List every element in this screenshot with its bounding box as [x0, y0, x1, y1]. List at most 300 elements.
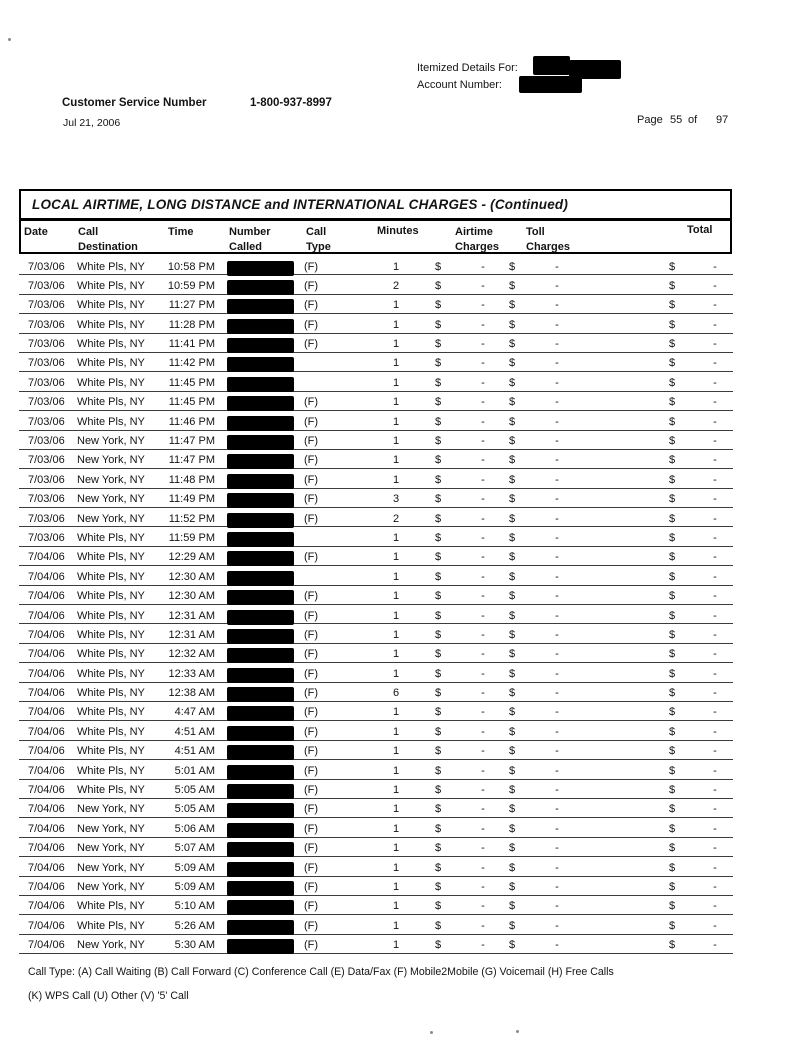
redacted-number-called — [227, 765, 294, 780]
redacted-number-called — [227, 435, 294, 450]
row-date: 7/03/06 — [28, 473, 65, 486]
row-toll-currency: $ — [509, 609, 516, 622]
row-date: 7/04/06 — [28, 919, 65, 932]
row-date: 7/03/06 — [28, 435, 65, 448]
table-row — [19, 915, 733, 934]
row-airtime-amount: - — [481, 648, 485, 661]
row-toll-currency: $ — [509, 338, 516, 351]
row-call-type: (F) — [304, 803, 319, 816]
row-destination: White Pls, NY — [77, 609, 145, 622]
redacted-number-called — [227, 687, 294, 702]
row-airtime-amount: - — [481, 687, 485, 700]
table-row — [19, 275, 733, 294]
redacted-number-called — [227, 571, 294, 586]
itemized-details-label: Itemized Details For: — [417, 62, 518, 74]
row-airtime-currency: $ — [435, 648, 442, 661]
row-destination: New York, NY — [77, 939, 145, 952]
row-destination: White Pls, NY — [77, 570, 145, 583]
row-toll-currency: $ — [509, 590, 516, 603]
row-time: 12:31 AM — [168, 628, 215, 641]
charges-table-body — [19, 256, 733, 954]
row-toll-amount: - — [555, 861, 559, 874]
redacted-number-called — [227, 939, 294, 954]
redacted-number-called — [227, 416, 294, 431]
row-airtime-amount: - — [481, 376, 485, 389]
account-number-label: Account Number: — [417, 79, 502, 91]
table-row — [19, 508, 733, 527]
row-destination: New York, NY — [77, 473, 145, 486]
table-row — [19, 857, 733, 876]
row-total-amount: - — [713, 609, 717, 622]
row-airtime-currency: $ — [435, 609, 442, 622]
row-date: 7/03/06 — [28, 338, 65, 351]
row-date: 7/04/06 — [28, 725, 65, 738]
row-total-currency: $ — [669, 842, 676, 855]
row-airtime-currency: $ — [435, 784, 442, 797]
row-time: 11:59 PM — [168, 531, 215, 544]
row-airtime-currency: $ — [435, 493, 442, 506]
table-row — [19, 586, 733, 605]
row-minutes: 1 — [392, 318, 400, 331]
row-toll-amount: - — [555, 803, 559, 816]
table-row — [19, 818, 733, 837]
row-total-currency: $ — [669, 919, 676, 932]
statement-date: Jul 21, 2006 — [63, 117, 121, 129]
redacted-number-called — [227, 900, 294, 915]
row-date: 7/03/06 — [28, 531, 65, 544]
row-toll-currency: $ — [509, 842, 516, 855]
row-total-currency: $ — [669, 648, 676, 661]
col-header-type: Type — [306, 241, 331, 253]
row-total-currency: $ — [669, 609, 676, 622]
row-airtime-currency: $ — [435, 338, 442, 351]
row-airtime-currency: $ — [435, 357, 442, 370]
row-time: 5:01 AM — [174, 764, 215, 777]
row-time: 5:06 AM — [174, 822, 215, 835]
row-minutes: 1 — [392, 861, 400, 874]
row-minutes: 1 — [392, 357, 400, 370]
redacted-number-called — [227, 629, 294, 644]
row-total-amount: - — [713, 939, 717, 952]
row-destination: New York, NY — [77, 512, 145, 525]
row-total-currency: $ — [669, 590, 676, 603]
row-time: 12:38 AM — [168, 687, 215, 700]
row-total-amount: - — [713, 279, 717, 292]
row-time: 11:47 PM — [168, 435, 215, 448]
row-minutes: 1 — [392, 628, 400, 641]
row-minutes: 1 — [392, 454, 400, 467]
row-total-currency: $ — [669, 338, 676, 351]
row-total-currency: $ — [669, 512, 676, 525]
row-total-currency: $ — [669, 939, 676, 952]
row-airtime-amount: - — [481, 725, 485, 738]
redacted-number-called — [227, 610, 294, 625]
table-row — [19, 314, 733, 333]
row-date: 7/04/06 — [28, 939, 65, 952]
row-date: 7/03/06 — [28, 493, 65, 506]
row-destination: White Pls, NY — [77, 415, 145, 428]
row-total-currency: $ — [669, 822, 676, 835]
row-toll-currency: $ — [509, 357, 516, 370]
row-call-type: (F) — [304, 628, 319, 641]
row-date: 7/04/06 — [28, 745, 65, 758]
row-airtime-amount: - — [481, 551, 485, 564]
row-toll-currency: $ — [509, 318, 516, 331]
row-toll-amount: - — [555, 881, 559, 893]
row-airtime-amount: - — [481, 279, 485, 292]
table-row — [19, 547, 733, 566]
col-header-time: Time — [168, 226, 194, 238]
row-total-currency: $ — [669, 260, 676, 273]
table-row — [19, 353, 733, 372]
col-header-toll: Toll — [526, 226, 545, 238]
redacted-number-called — [227, 532, 294, 547]
row-call-type: (F) — [304, 745, 319, 758]
table-row — [19, 295, 733, 314]
row-destination: New York, NY — [77, 881, 145, 893]
row-toll-amount: - — [555, 609, 559, 622]
call-type-legend: Call Type: (A) Call Waiting (B) Call Forward (C) Conference Call (E) Data/Fax (F) Mobile2Mobile (G) Voicemail (H) Free Calls — [28, 966, 614, 978]
row-time: 5:07 AM — [174, 842, 215, 855]
row-airtime-amount: - — [481, 493, 485, 506]
redacted-number-called — [227, 261, 294, 276]
row-airtime-amount: - — [481, 842, 485, 855]
row-call-type: (F) — [304, 687, 319, 700]
row-toll-amount: - — [555, 822, 559, 835]
col-header-airtime-charges: Charges — [455, 241, 500, 253]
row-call-type: (F) — [304, 435, 319, 448]
row-total-currency: $ — [669, 473, 676, 486]
row-toll-currency: $ — [509, 667, 516, 680]
row-time: 12:30 AM — [168, 590, 215, 603]
row-time: 5:30 AM — [174, 939, 215, 952]
row-date: 7/04/06 — [28, 842, 65, 855]
row-date: 7/04/06 — [28, 861, 65, 874]
row-total-amount: - — [713, 338, 717, 351]
row-minutes: 2 — [392, 279, 400, 292]
row-airtime-amount: - — [481, 531, 485, 544]
row-time: 11:46 PM — [168, 415, 215, 428]
row-airtime-currency: $ — [435, 396, 442, 409]
col-header-minutes: Minutes — [377, 225, 419, 237]
scan-speck — [430, 1031, 433, 1034]
row-date: 7/04/06 — [28, 551, 65, 564]
row-minutes: 1 — [392, 842, 400, 855]
customer-service-label: Customer Service Number — [62, 97, 207, 109]
row-airtime-amount: - — [481, 784, 485, 797]
row-airtime-currency: $ — [435, 590, 442, 603]
row-call-type: (F) — [304, 338, 319, 351]
row-destination: New York, NY — [77, 435, 145, 448]
row-total-currency: $ — [669, 861, 676, 874]
row-toll-currency: $ — [509, 648, 516, 661]
row-date: 7/04/06 — [28, 822, 65, 835]
row-toll-currency: $ — [509, 279, 516, 292]
row-time: 11:48 PM — [168, 473, 215, 486]
row-minutes: 6 — [392, 687, 400, 700]
row-time: 4:51 AM — [174, 745, 215, 758]
page-total: 97 — [716, 114, 729, 126]
row-time: 11:47 PM — [168, 454, 215, 467]
row-toll-amount: - — [555, 279, 559, 292]
row-total-currency: $ — [669, 764, 676, 777]
row-total-amount: - — [713, 531, 717, 544]
row-destination: White Pls, NY — [77, 260, 145, 273]
row-minutes: 1 — [392, 609, 400, 622]
row-call-type: (F) — [304, 454, 319, 467]
redacted-number-called — [227, 842, 294, 857]
row-total-amount: - — [713, 415, 717, 428]
row-date: 7/04/06 — [28, 706, 65, 719]
row-total-currency: $ — [669, 900, 676, 913]
row-toll-amount: - — [555, 260, 559, 273]
row-time: 11:49 PM — [168, 493, 215, 506]
row-time: 11:45 PM — [168, 396, 215, 409]
row-call-type: (F) — [304, 415, 319, 428]
row-call-type: (F) — [304, 318, 319, 331]
row-toll-amount: - — [555, 784, 559, 797]
row-toll-currency: $ — [509, 376, 516, 389]
redacted-number-called — [227, 648, 294, 663]
table-row — [19, 605, 733, 624]
row-minutes: 1 — [392, 590, 400, 603]
row-toll-amount: - — [555, 919, 559, 932]
row-destination: New York, NY — [77, 822, 145, 835]
redacted-number-called — [227, 823, 294, 838]
row-total-currency: $ — [669, 493, 676, 506]
row-total-currency: $ — [669, 396, 676, 409]
row-total-amount: - — [713, 435, 717, 448]
row-toll-currency: $ — [509, 803, 516, 816]
row-airtime-amount: - — [481, 473, 485, 486]
row-destination: New York, NY — [77, 803, 145, 816]
table-row — [19, 838, 733, 857]
row-toll-amount: - — [555, 493, 559, 506]
redacted-number-called — [227, 357, 294, 372]
row-airtime-currency: $ — [435, 842, 442, 855]
row-call-type: (F) — [304, 609, 319, 622]
table-title-row — [21, 191, 730, 221]
table-row — [19, 469, 733, 488]
row-call-type: (F) — [304, 725, 319, 738]
row-date: 7/03/06 — [28, 376, 65, 389]
row-minutes: 1 — [392, 473, 400, 486]
row-time: 11:27 PM — [168, 299, 215, 312]
row-toll-currency: $ — [509, 531, 516, 544]
row-destination: New York, NY — [77, 842, 145, 855]
row-destination: White Pls, NY — [77, 900, 145, 913]
row-call-type: (F) — [304, 551, 319, 564]
row-toll-currency: $ — [509, 881, 516, 893]
col-header-number: Number — [229, 226, 271, 238]
row-call-type: (F) — [304, 493, 319, 506]
row-total-currency: $ — [669, 551, 676, 564]
table-row — [19, 721, 733, 740]
row-destination: White Pls, NY — [77, 590, 145, 603]
table-row — [19, 741, 733, 760]
row-total-currency: $ — [669, 745, 676, 758]
row-airtime-amount: - — [481, 803, 485, 816]
row-total-amount: - — [713, 861, 717, 874]
row-date: 7/04/06 — [28, 881, 65, 893]
redacted-number-called — [227, 474, 294, 489]
row-time: 12:30 AM — [168, 570, 215, 583]
table-row — [19, 256, 733, 275]
row-toll-amount: - — [555, 900, 559, 913]
redacted-customer-name — [533, 56, 570, 75]
row-destination: White Pls, NY — [77, 725, 145, 738]
row-toll-currency: $ — [509, 861, 516, 874]
row-minutes: 1 — [392, 376, 400, 389]
table-row — [19, 780, 733, 799]
row-date: 7/04/06 — [28, 900, 65, 913]
row-minutes: 1 — [392, 415, 400, 428]
redacted-number-called — [227, 493, 294, 508]
row-time: 12:33 AM — [168, 667, 215, 680]
row-toll-currency: $ — [509, 822, 516, 835]
redacted-account-number — [519, 76, 582, 93]
table-row — [19, 683, 733, 702]
row-date: 7/04/06 — [28, 628, 65, 641]
row-airtime-amount: - — [481, 454, 485, 467]
row-destination: New York, NY — [77, 454, 145, 467]
row-destination: White Pls, NY — [77, 648, 145, 661]
row-destination: White Pls, NY — [77, 279, 145, 292]
row-time: 10:58 PM — [167, 260, 215, 273]
col-header-airtime: Airtime — [455, 226, 493, 238]
row-total-amount: - — [713, 260, 717, 273]
row-toll-amount: - — [555, 590, 559, 603]
row-airtime-amount: - — [481, 764, 485, 777]
row-call-type: (F) — [304, 279, 319, 292]
col-header-called: Called — [229, 241, 263, 253]
row-time: 5:05 AM — [174, 784, 215, 797]
table-row — [19, 624, 733, 643]
row-minutes: 1 — [392, 260, 400, 273]
table-row — [19, 799, 733, 818]
row-toll-amount: - — [555, 531, 559, 544]
row-airtime-currency: $ — [435, 512, 442, 525]
row-toll-currency: $ — [509, 628, 516, 641]
redacted-number-called — [227, 280, 294, 295]
row-destination: White Pls, NY — [77, 338, 145, 351]
row-total-amount: - — [713, 881, 717, 893]
row-toll-currency: $ — [509, 706, 516, 719]
redacted-number-called — [227, 454, 294, 469]
row-airtime-currency: $ — [435, 318, 442, 331]
table-row — [19, 527, 733, 546]
row-total-amount: - — [713, 454, 717, 467]
row-airtime-amount: - — [481, 822, 485, 835]
row-airtime-amount: - — [481, 900, 485, 913]
row-minutes: 1 — [392, 706, 400, 719]
row-total-currency: $ — [669, 570, 676, 583]
row-total-amount: - — [713, 842, 717, 855]
row-destination: White Pls, NY — [77, 318, 145, 331]
redacted-number-called — [227, 881, 294, 896]
row-minutes: 1 — [392, 881, 400, 893]
table-row — [19, 334, 733, 353]
redacted-number-called — [227, 338, 294, 353]
table-row — [19, 877, 733, 896]
row-airtime-currency: $ — [435, 454, 442, 467]
row-airtime-amount: - — [481, 706, 485, 719]
redacted-number-called — [227, 784, 294, 799]
col-header-call: Call — [78, 226, 99, 238]
row-date: 7/03/06 — [28, 260, 65, 273]
row-time: 5:26 AM — [174, 919, 215, 932]
row-date: 7/04/06 — [28, 648, 65, 661]
row-destination: White Pls, NY — [77, 784, 145, 797]
row-date: 7/04/06 — [28, 570, 65, 583]
row-airtime-currency: $ — [435, 687, 442, 700]
row-airtime-amount: - — [481, 435, 485, 448]
row-toll-amount: - — [555, 706, 559, 719]
row-total-currency: $ — [669, 725, 676, 738]
redacted-number-called — [227, 299, 294, 314]
row-toll-currency: $ — [509, 725, 516, 738]
row-minutes: 1 — [392, 396, 400, 409]
redacted-number-called — [227, 396, 294, 411]
row-total-amount: - — [713, 784, 717, 797]
row-toll-amount: - — [555, 318, 559, 331]
row-total-amount: - — [713, 493, 717, 506]
table-column-headers — [21, 221, 730, 253]
row-minutes: 1 — [392, 745, 400, 758]
row-toll-currency: $ — [509, 919, 516, 932]
row-toll-amount: - — [555, 648, 559, 661]
row-date: 7/03/06 — [28, 512, 65, 525]
row-airtime-currency: $ — [435, 551, 442, 564]
row-total-amount: - — [713, 473, 717, 486]
row-toll-amount: - — [555, 454, 559, 467]
row-total-amount: - — [713, 299, 717, 312]
row-airtime-currency: $ — [435, 803, 442, 816]
row-toll-currency: $ — [509, 299, 516, 312]
row-toll-currency: $ — [509, 396, 516, 409]
row-total-amount: - — [713, 725, 717, 738]
row-total-currency: $ — [669, 784, 676, 797]
row-airtime-currency: $ — [435, 531, 442, 544]
row-airtime-currency: $ — [435, 745, 442, 758]
row-total-amount: - — [713, 590, 717, 603]
row-airtime-currency: $ — [435, 667, 442, 680]
row-destination: White Pls, NY — [77, 299, 145, 312]
table-row — [19, 566, 733, 585]
customer-service-number: 1-800-937-8997 — [250, 97, 332, 109]
row-toll-amount: - — [555, 687, 559, 700]
row-total-amount: - — [713, 706, 717, 719]
row-date: 7/03/06 — [28, 415, 65, 428]
row-total-currency: $ — [669, 531, 676, 544]
row-minutes: 1 — [392, 667, 400, 680]
row-airtime-amount: - — [481, 881, 485, 893]
row-date: 7/03/06 — [28, 357, 65, 370]
row-airtime-currency: $ — [435, 279, 442, 292]
row-airtime-amount: - — [481, 318, 485, 331]
row-airtime-currency: $ — [435, 435, 442, 448]
row-airtime-currency: $ — [435, 900, 442, 913]
row-time: 5:05 AM — [174, 803, 215, 816]
row-toll-amount: - — [555, 667, 559, 680]
row-destination: White Pls, NY — [77, 357, 145, 370]
redacted-number-called — [227, 726, 294, 741]
row-airtime-amount: - — [481, 512, 485, 525]
row-total-currency: $ — [669, 881, 676, 893]
row-minutes: 3 — [392, 493, 400, 506]
row-minutes: 1 — [392, 338, 400, 351]
redacted-number-called — [227, 551, 294, 566]
